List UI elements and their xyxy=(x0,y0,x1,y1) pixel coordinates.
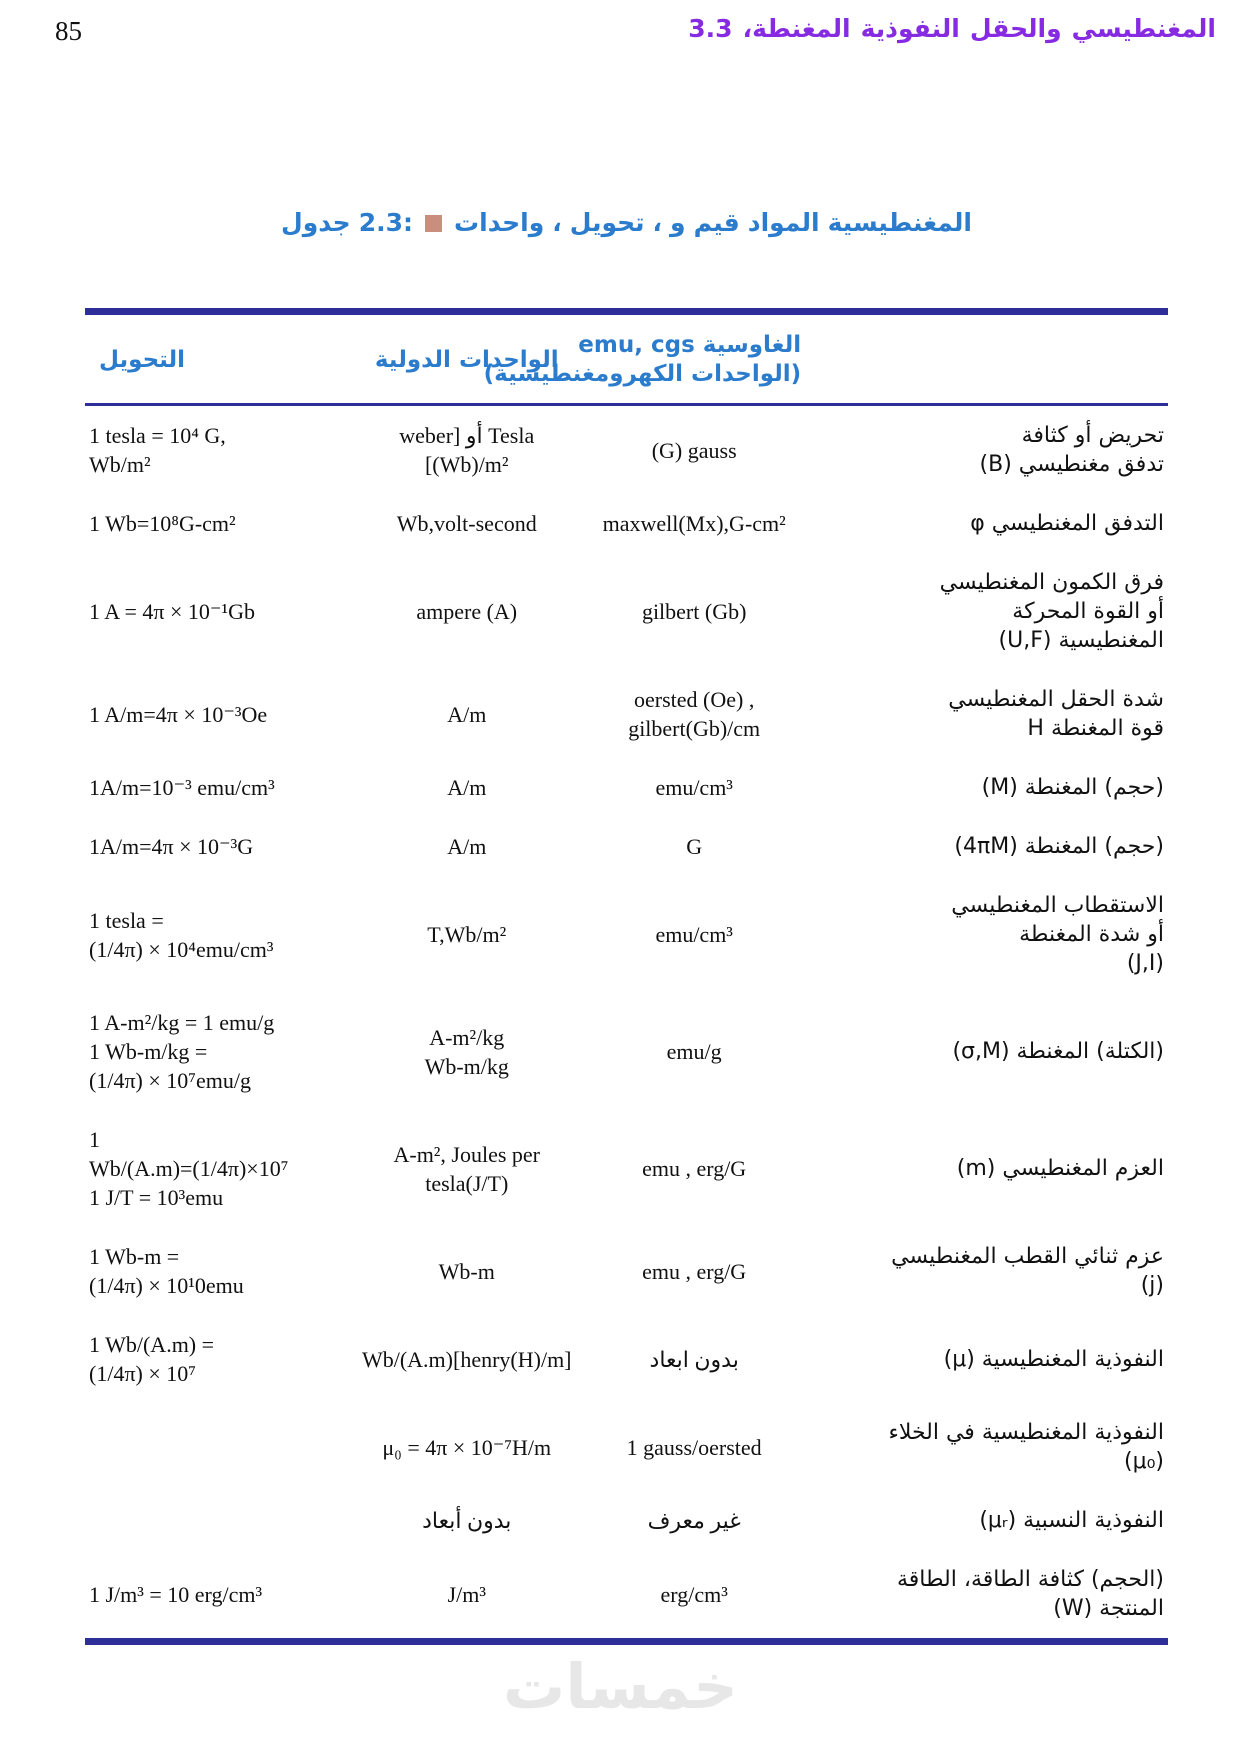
cell-line: A-m², Joules per xyxy=(393,1141,540,1167)
cell-emu xyxy=(583,1315,805,1403)
cell-conversion xyxy=(85,1403,350,1491)
word-token: المغنطة، xyxy=(742,14,851,43)
units-conversion-table xyxy=(85,308,1168,1645)
cell-line: أو شدة المغنطة xyxy=(1019,922,1164,947)
word-token: جدول xyxy=(281,208,351,237)
cell-line: 1 J/T = 10³emu xyxy=(89,1185,224,1210)
cell-conversion xyxy=(85,553,350,670)
table-body xyxy=(85,405,1168,1642)
table-row xyxy=(85,1315,1168,1403)
cell-emu xyxy=(583,494,805,553)
cell-quantity xyxy=(805,405,1168,495)
page-number: 85 xyxy=(55,16,82,46)
cell-emu xyxy=(583,553,805,670)
cell-line: 1 xyxy=(89,1127,100,1152)
word-token: المغنطيسي xyxy=(1071,14,1216,43)
column-header-emu-line2: (الواحدات الكهرومغنطيسية) xyxy=(483,361,802,387)
cell-line: 1 Wb-m = xyxy=(89,1244,180,1269)
cell-line: (1/4π) × 10⁴emu/cm³ xyxy=(89,936,274,962)
column-header-quantity xyxy=(805,312,1168,405)
cell-line: gilbert(Gb)/cm xyxy=(628,716,761,741)
cell-emu xyxy=(583,1227,805,1315)
cell-line: (1/4π) × 10⁷ xyxy=(89,1361,196,1386)
cell-si xyxy=(350,494,583,553)
cell-line: weber] أو Tesla xyxy=(399,423,535,448)
cell-line: A/m xyxy=(447,834,487,859)
cell-si xyxy=(350,1110,583,1227)
cell-conversion xyxy=(85,993,350,1110)
cell-line: A/m xyxy=(447,701,487,727)
cell-line: بدون ابعاد xyxy=(649,1346,739,1372)
cell-si xyxy=(350,1403,583,1491)
table-row xyxy=(85,817,1168,876)
cell-line: μ₀ = 4π × 10⁻⁷H/m xyxy=(382,1434,552,1460)
watermark-text: خمسات xyxy=(503,1650,738,1723)
cell-line: (حجم) المغنطة (4πM) xyxy=(954,834,1164,859)
cell-si xyxy=(350,553,583,670)
cell-emu xyxy=(583,876,805,993)
cell-line: عزم ثنائي القطب المغنطيسي xyxy=(891,1244,1164,1269)
cell-line: 1A/m=4π × 10⁻³G xyxy=(89,834,254,859)
cell-line: 1 tesla = 10⁴ G, xyxy=(89,423,226,448)
cell-conversion xyxy=(85,876,350,993)
cell-line: 1 A/m=4π × 10⁻³Oe xyxy=(89,701,268,727)
table-row xyxy=(85,494,1168,553)
cell-si xyxy=(350,1491,583,1550)
cell-line: ampere (A) xyxy=(416,599,518,624)
column-header-si-units: الواحدات الدولية xyxy=(350,312,583,405)
cell-si xyxy=(350,993,583,1110)
cell-line: 1 Wb-m/kg = xyxy=(89,1039,208,1064)
cell-quantity xyxy=(805,670,1168,758)
table-row xyxy=(85,1550,1168,1642)
table-row xyxy=(85,405,1168,495)
cell-line: المنتجة (W) xyxy=(1053,1596,1164,1621)
cell-line: tesla(J/T) xyxy=(425,1170,509,1196)
word-token: ، xyxy=(652,208,663,237)
cell-line: [(Wb)/m² xyxy=(424,452,509,477)
cell-line: gilbert (Gb) xyxy=(641,599,747,624)
cell-line: emu , erg/G xyxy=(642,1156,747,1181)
table-row xyxy=(85,1110,1168,1227)
cell-line: الاستقطاب المغنطيسي xyxy=(951,893,1164,918)
word-token: ، xyxy=(552,208,562,237)
cell-si xyxy=(350,817,583,876)
cell-line: Wb-m/kg xyxy=(424,1053,509,1079)
cell-conversion xyxy=(85,1491,350,1550)
cell-line: Wb/(A.m)[henry(H)/m] xyxy=(361,1346,572,1372)
table-row xyxy=(85,1491,1168,1550)
cell-line: (حجم) المغنطة (M) xyxy=(981,775,1164,800)
cell-line: J/m³ xyxy=(447,1581,486,1607)
cell-line: (الحجم) كثافة الطاقة، الطاقة xyxy=(897,1567,1164,1592)
cell-line: A-m²/kg xyxy=(429,1024,505,1050)
caption-square-icon xyxy=(425,215,442,232)
cell-quantity xyxy=(805,758,1168,817)
cell-line: Wb/(A.m)=(1/4π)×10⁷ xyxy=(89,1156,289,1181)
table-row xyxy=(85,553,1168,670)
cell-conversion xyxy=(85,758,350,817)
cell-quantity xyxy=(805,1550,1168,1642)
cell-conversion xyxy=(85,405,350,495)
section-header xyxy=(683,14,1221,43)
word-token: المغنطيسية xyxy=(827,208,972,237)
cell-line: (G) gauss xyxy=(651,437,737,463)
cell-quantity xyxy=(805,1403,1168,1491)
cell-quantity xyxy=(805,494,1168,553)
word-token: والحقل xyxy=(969,14,1062,43)
cell-line: 1A/m=10⁻³ emu/cm³ xyxy=(89,775,275,800)
cell-line: العزم المغنطيسي (m) xyxy=(956,1156,1164,1181)
cell-line: النفوذية النسبية (μᵣ) xyxy=(979,1508,1164,1533)
word-token: و xyxy=(670,208,686,237)
cell-line: النفوذية المغنطيسية في الخلاء xyxy=(888,1420,1164,1445)
cell-si xyxy=(350,1315,583,1403)
column-header-emu-line1: الغاوسية emu, cgs xyxy=(578,332,802,358)
cell-line: 1 J/m³ = 10 erg/cm³ xyxy=(89,1581,263,1607)
cell-line: 1 A = 4π × 10⁻¹Gb xyxy=(89,599,255,624)
cell-conversion xyxy=(85,817,350,876)
table-row xyxy=(85,670,1168,758)
cell-emu xyxy=(583,817,805,876)
cell-line: التدفق المغنطيسي φ xyxy=(970,511,1164,536)
cell-conversion xyxy=(85,1550,350,1642)
cell-line: emu/cm³ xyxy=(655,922,733,947)
cell-line: G xyxy=(686,834,703,859)
cell-line: emu , erg/G xyxy=(642,1258,747,1284)
cell-line: (μ₀) xyxy=(1123,1449,1164,1474)
cell-quantity xyxy=(805,1315,1168,1403)
word-token: النفوذية xyxy=(860,14,960,43)
cell-conversion xyxy=(85,1227,350,1315)
cell-conversion xyxy=(85,670,350,758)
cell-quantity xyxy=(805,876,1168,993)
cell-line: emu/g xyxy=(666,1039,722,1064)
table-caption-text xyxy=(450,208,976,237)
word-token: 3.3 xyxy=(688,14,733,43)
cell-line: maxwell(Mx),G-cm² xyxy=(602,511,786,536)
cell-emu xyxy=(583,670,805,758)
cell-line: (j) xyxy=(1140,1273,1164,1298)
cell-line: T,Wb/m² xyxy=(427,922,507,947)
cell-line: (1/4π) × 10¹0emu xyxy=(89,1273,244,1298)
word-token: قيم xyxy=(693,208,740,237)
cell-emu xyxy=(583,758,805,817)
cell-line: بدون أبعاد xyxy=(422,1508,512,1533)
cell-line: 1 gauss/oersted xyxy=(626,1434,762,1460)
cell-line: 1 tesla = xyxy=(89,907,164,933)
cell-line: 1 A-m²/kg = 1 emu/g xyxy=(89,1010,275,1035)
cell-line: 1 Wb=10⁸G-cm² xyxy=(89,511,236,536)
table-row xyxy=(85,758,1168,817)
cell-quantity xyxy=(805,817,1168,876)
cell-si xyxy=(350,1227,583,1315)
table-row xyxy=(85,1227,1168,1315)
cell-si xyxy=(350,670,583,758)
cell-emu xyxy=(583,405,805,495)
cell-emu xyxy=(583,993,805,1110)
word-token: تحويل xyxy=(569,208,645,237)
cell-si xyxy=(350,405,583,495)
cell-emu xyxy=(583,1403,805,1491)
cell-line: (1/4π) × 10⁷emu/g xyxy=(89,1068,251,1093)
cell-line: Wb,volt-second xyxy=(396,511,537,536)
cell-line: غير معرف xyxy=(647,1508,741,1533)
cell-line: شدة الحقل المغنطيسي xyxy=(948,687,1164,712)
word-token: المواد xyxy=(747,208,820,237)
table-header-row xyxy=(85,312,1168,405)
cell-quantity xyxy=(805,553,1168,670)
cell-conversion xyxy=(85,1110,350,1227)
table-row xyxy=(85,993,1168,1110)
column-header-emu-cgs xyxy=(483,312,805,405)
cell-quantity xyxy=(805,993,1168,1110)
cell-si xyxy=(350,876,583,993)
cell-quantity xyxy=(805,1110,1168,1227)
cell-line: A/m xyxy=(447,775,487,800)
word-token: واحدات xyxy=(454,208,545,237)
cell-line: erg/cm³ xyxy=(660,1581,728,1607)
cell-line: (الكتلة) المغنطة (σ,M) xyxy=(952,1039,1164,1064)
cell-si xyxy=(350,1550,583,1642)
table-row xyxy=(85,876,1168,993)
cell-line: 1 Wb/(A.m) = xyxy=(89,1332,215,1357)
cell-line: oersted (Oe) , xyxy=(634,687,755,712)
cell-quantity xyxy=(805,1491,1168,1550)
cell-conversion xyxy=(85,494,350,553)
cell-line: فرق الكمون المغنطيسي xyxy=(939,570,1164,595)
cell-line: النفوذية المغنطيسية (μ) xyxy=(943,1346,1164,1372)
table-caption-prefix xyxy=(277,208,417,237)
cell-line: Wb/m² xyxy=(89,452,151,477)
cell-line: تحريض أو كثافة xyxy=(1021,423,1164,448)
cell-line: emu/cm³ xyxy=(655,775,733,800)
cell-line: (J,I) xyxy=(1126,951,1164,976)
cell-line: قوة المغنطة H xyxy=(1027,716,1164,741)
cell-emu xyxy=(583,1550,805,1642)
table-caption xyxy=(85,208,1168,237)
cell-quantity xyxy=(805,1227,1168,1315)
cell-conversion xyxy=(85,1315,350,1403)
cell-emu xyxy=(583,1491,805,1550)
column-header-conversion: التحويل xyxy=(85,312,350,405)
cell-line: Wb-m xyxy=(438,1258,495,1284)
word-token: 2.3: xyxy=(358,208,413,237)
cell-line: المغنطيسية (U,F) xyxy=(998,628,1164,653)
table-row xyxy=(85,1403,1168,1491)
cell-line: أو القوة المحركة xyxy=(1012,599,1164,624)
cell-emu xyxy=(583,1110,805,1227)
cell-si xyxy=(350,758,583,817)
cell-line: تدفق مغنطيسي (B) xyxy=(979,452,1164,477)
